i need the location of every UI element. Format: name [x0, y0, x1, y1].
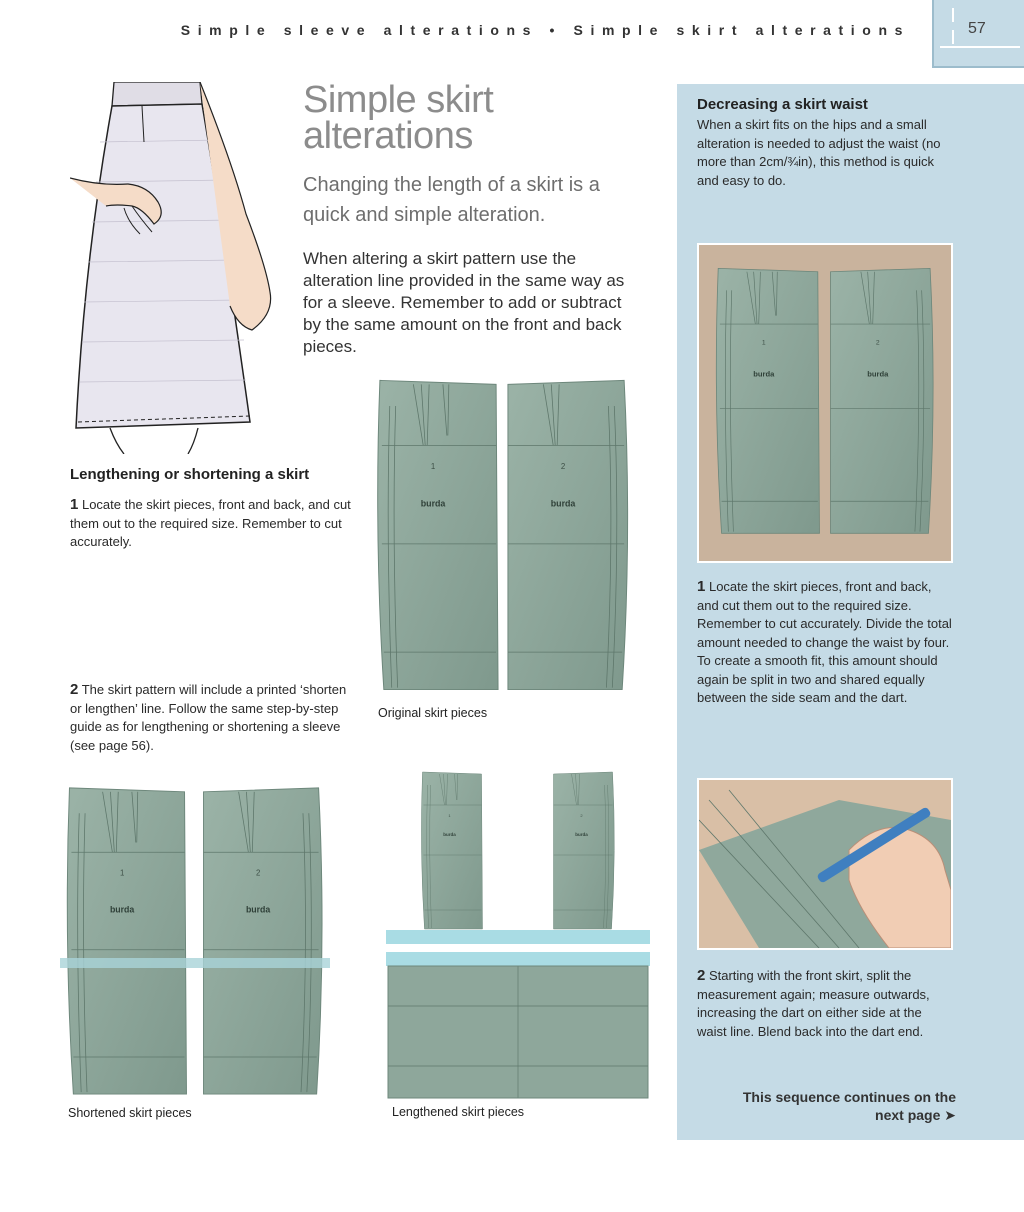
shortened-fold-band — [60, 958, 330, 968]
step-text: Locate the skirt pieces, front and back, and cut them out to the required size. Remember to cut accurately. — [70, 497, 351, 549]
article-title — [303, 79, 494, 157]
step-number: 1 — [697, 578, 706, 595]
shortened-skirt-photo — [52, 770, 336, 1100]
shortened-caption: Shortened skirt pieces — [68, 1106, 192, 1120]
article-subtitle: Changing the length of a skirt is a quick and simple alteration. — [303, 174, 600, 226]
step-number: 1 — [70, 496, 79, 513]
step-number: 2 — [697, 967, 706, 984]
sidebar-step-1 — [697, 578, 953, 708]
continues-line1: This sequence continues on the — [742, 1089, 956, 1105]
tab-dash-line — [940, 46, 1020, 48]
lengthening-insert-band — [386, 930, 650, 944]
sidebar-step-2 — [697, 967, 953, 1041]
continues-note — [720, 1088, 956, 1124]
lengthened-caption: Lengthened skirt pieces — [392, 1105, 525, 1119]
article-intro: When altering a skirt pattern use the alteration line provided in the same way as for a sleeve. Remember to add or subtract by the same amount on the front and back pieces. — [303, 249, 625, 356]
sidebar-heading: Decreasing a skirt waist — [697, 96, 868, 113]
marking-dart-photo — [697, 778, 953, 950]
step-number: 2 — [70, 681, 79, 698]
page-number: 57 — [968, 20, 986, 37]
original-skirt-photo — [370, 370, 636, 698]
skirt-fashion-illustration — [70, 82, 295, 454]
original-caption: Original skirt pieces — [378, 706, 488, 720]
tab-tick-mark — [952, 30, 954, 44]
lengthening-step-2 — [70, 681, 352, 755]
lengthening-heading: Lengthening or shortening a skirt — [70, 466, 310, 483]
decrease-waist-photo — [697, 243, 953, 563]
step-text: The skirt pattern will include a printed ‘shorten or lengthen’ line. Follow the same step-by-step guide as for lengthening or shortening a sleeve (see page 56). — [70, 682, 347, 753]
step-text: Starting with the front skirt, split the measurement again; measure outwards, increasing the dart on either side at the waist line. Blend back into the dart end. — [697, 968, 930, 1039]
sidebar-intro: When a skirt fits on the hips and a small alteration is needed to adjust the waist (no more than 2cm/¾in), this method is quick and easy to do. — [697, 117, 941, 188]
tab-tick-mark — [952, 8, 954, 22]
continues-line2: next page ➤ — [875, 1107, 956, 1123]
article-title-line1: Simple skirt — [303, 79, 494, 121]
article-title-line2: alterations — [303, 115, 473, 157]
lengthened-skirt-photo — [380, 766, 660, 1102]
step-text: Locate the skirt pieces, front and back, and cut them out to the required size. Remember to cut accurately. Divide the total amount needed to change the waist by four. To create a smooth fit, this amount should again be split in two and shared equally between the side seam and the dart. — [697, 579, 952, 705]
lengthening-step-1 — [70, 496, 352, 552]
running-head: Simple sleeve alterations • Simple skirt alterations — [180, 22, 910, 38]
